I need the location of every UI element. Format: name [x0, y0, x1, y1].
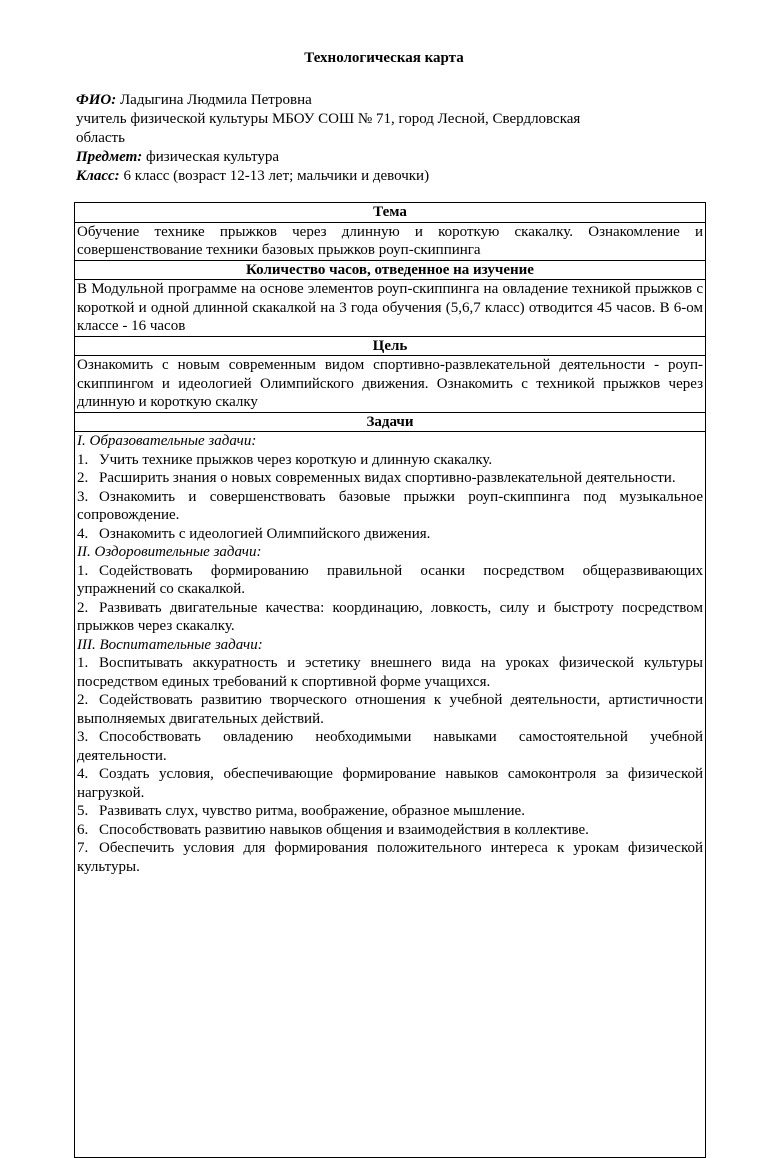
task-section-title: III. Воспитательные задачи: [77, 636, 263, 653]
tasks-cell [75, 432, 706, 1158]
task-number: 2. [77, 470, 89, 486]
task-number: 6. [77, 821, 89, 838]
task-text: Способствовать развитию навыков общения и взаимодействия в коллективе. [99, 821, 589, 838]
task-number: 2. [77, 692, 89, 708]
task-number: 7. [77, 840, 89, 856]
task-text: Создать условия, обеспечивающие формирование навыков самоконтроля за физической нагрузкой. [77, 766, 703, 801]
task-number: 4. [77, 766, 89, 782]
task-number: 3. [77, 729, 89, 745]
hours-header: Количество часов, отведенное на изучение [75, 260, 706, 280]
task-text: Содействовать развитию творческого отношения к учебной деятельности, артистичности выполняемых двигательных действий. [77, 692, 703, 727]
task-item [77, 691, 703, 728]
task-text: Обеспечить условия для формирования положительного интереса к урокам физической культуры. [77, 840, 703, 875]
class-label: Класс: [76, 168, 120, 184]
task-number: 5. [77, 803, 89, 819]
task-item [77, 469, 703, 488]
task-text: Содействовать формированию правильной осанки посредством общеразвивающих упражнений со скакалкой. [77, 562, 703, 597]
task-item [77, 728, 703, 765]
task-text: Учить технике прыжков через короткую и длинную скакалку. [99, 451, 493, 468]
task-text: Ознакомить с идеологией Олимпийского движения. [99, 525, 431, 542]
task-number: 1. [77, 655, 89, 671]
task-section-title: II. Оздоровительные задачи: [77, 544, 262, 560]
fio-label: ФИО: [76, 92, 117, 108]
task-item [77, 562, 703, 599]
theme-text: Обучение технике прыжков через длинную и короткую скакалку. Ознакомление и совершенствование техники базовых прыжков роуп-скиппинга [75, 222, 706, 260]
task-item [77, 599, 703, 636]
task-section-title: I. Образовательные задачи: [77, 433, 257, 449]
task-text: Расширить знания о новых современных видах спортивно-развлекательной деятельности. [99, 470, 676, 486]
task-text: Развивать слух, чувство ритма, воображение, образное мышление. [99, 803, 525, 819]
subject-line [76, 148, 696, 167]
position-line-1: учитель физической культуры МБОУ СОШ № 71, город Лесной, Свердловская [76, 111, 581, 127]
task-number: 1. [77, 451, 89, 468]
task-text: Способствовать овладению необходимыми навыками самостоятельной учебной деятельности. [77, 729, 703, 764]
position-line-2: область [76, 130, 125, 146]
goal-header: Цель [75, 336, 706, 356]
tech-card-table [74, 202, 706, 1158]
class-line [76, 167, 696, 186]
task-number: 3. [77, 488, 89, 505]
task-text: Воспитывать аккуратность и эстетику внешнего вида на уроках физической культуры посредством единых требований к спортивной форме учащихся. [77, 655, 703, 690]
task-number: 1. [77, 562, 89, 579]
hours-text: В Модульной программе на основе элементов роуп-скиппинга на овладение техникой прыжков с короткой и одной длинной скакалкой на 3 года обучения (5,6,7 класс) отводится 45 часов. В 6-ом классе - 16 часов [75, 280, 706, 337]
task-item [77, 821, 703, 840]
task-item [77, 654, 703, 691]
class-value: 6 класс (возраст 12-13 лет; мальчики и девочки) [123, 168, 430, 184]
task-item [77, 525, 703, 544]
document-title: Технологическая карта [304, 50, 464, 66]
task-item [77, 802, 703, 821]
task-item [77, 765, 703, 802]
task-number: 2. [77, 599, 89, 616]
fio-line [76, 91, 696, 110]
task-item [77, 839, 703, 876]
theme-header: Тема [75, 203, 706, 223]
subject-label: Предмет: [76, 149, 143, 165]
goal-text: Ознакомить с новым современным видом спортивно-развлекательной деятельности - роуп-скиппингом и идеологией Олимпийского движения. Ознакомить с техникой прыжков через длинную и короткую скалку [75, 356, 706, 413]
task-item [77, 488, 703, 525]
document-header [76, 91, 696, 186]
task-text: Ознакомить и совершенствовать базовые прыжки роуп-скиппинга под музыкальное сопровождение. [77, 488, 703, 523]
fio-value: Ладыгина Людмила Петровна [120, 92, 312, 108]
task-text: Развивать двигательные качества: координацию, ловкость, силу и быстроту посредством прыжков через скакалку. [77, 599, 703, 634]
task-item [77, 451, 703, 470]
task-number: 4. [77, 525, 89, 542]
subject-value: физическая культура [146, 149, 280, 165]
tasks-header: Задачи [75, 412, 706, 432]
